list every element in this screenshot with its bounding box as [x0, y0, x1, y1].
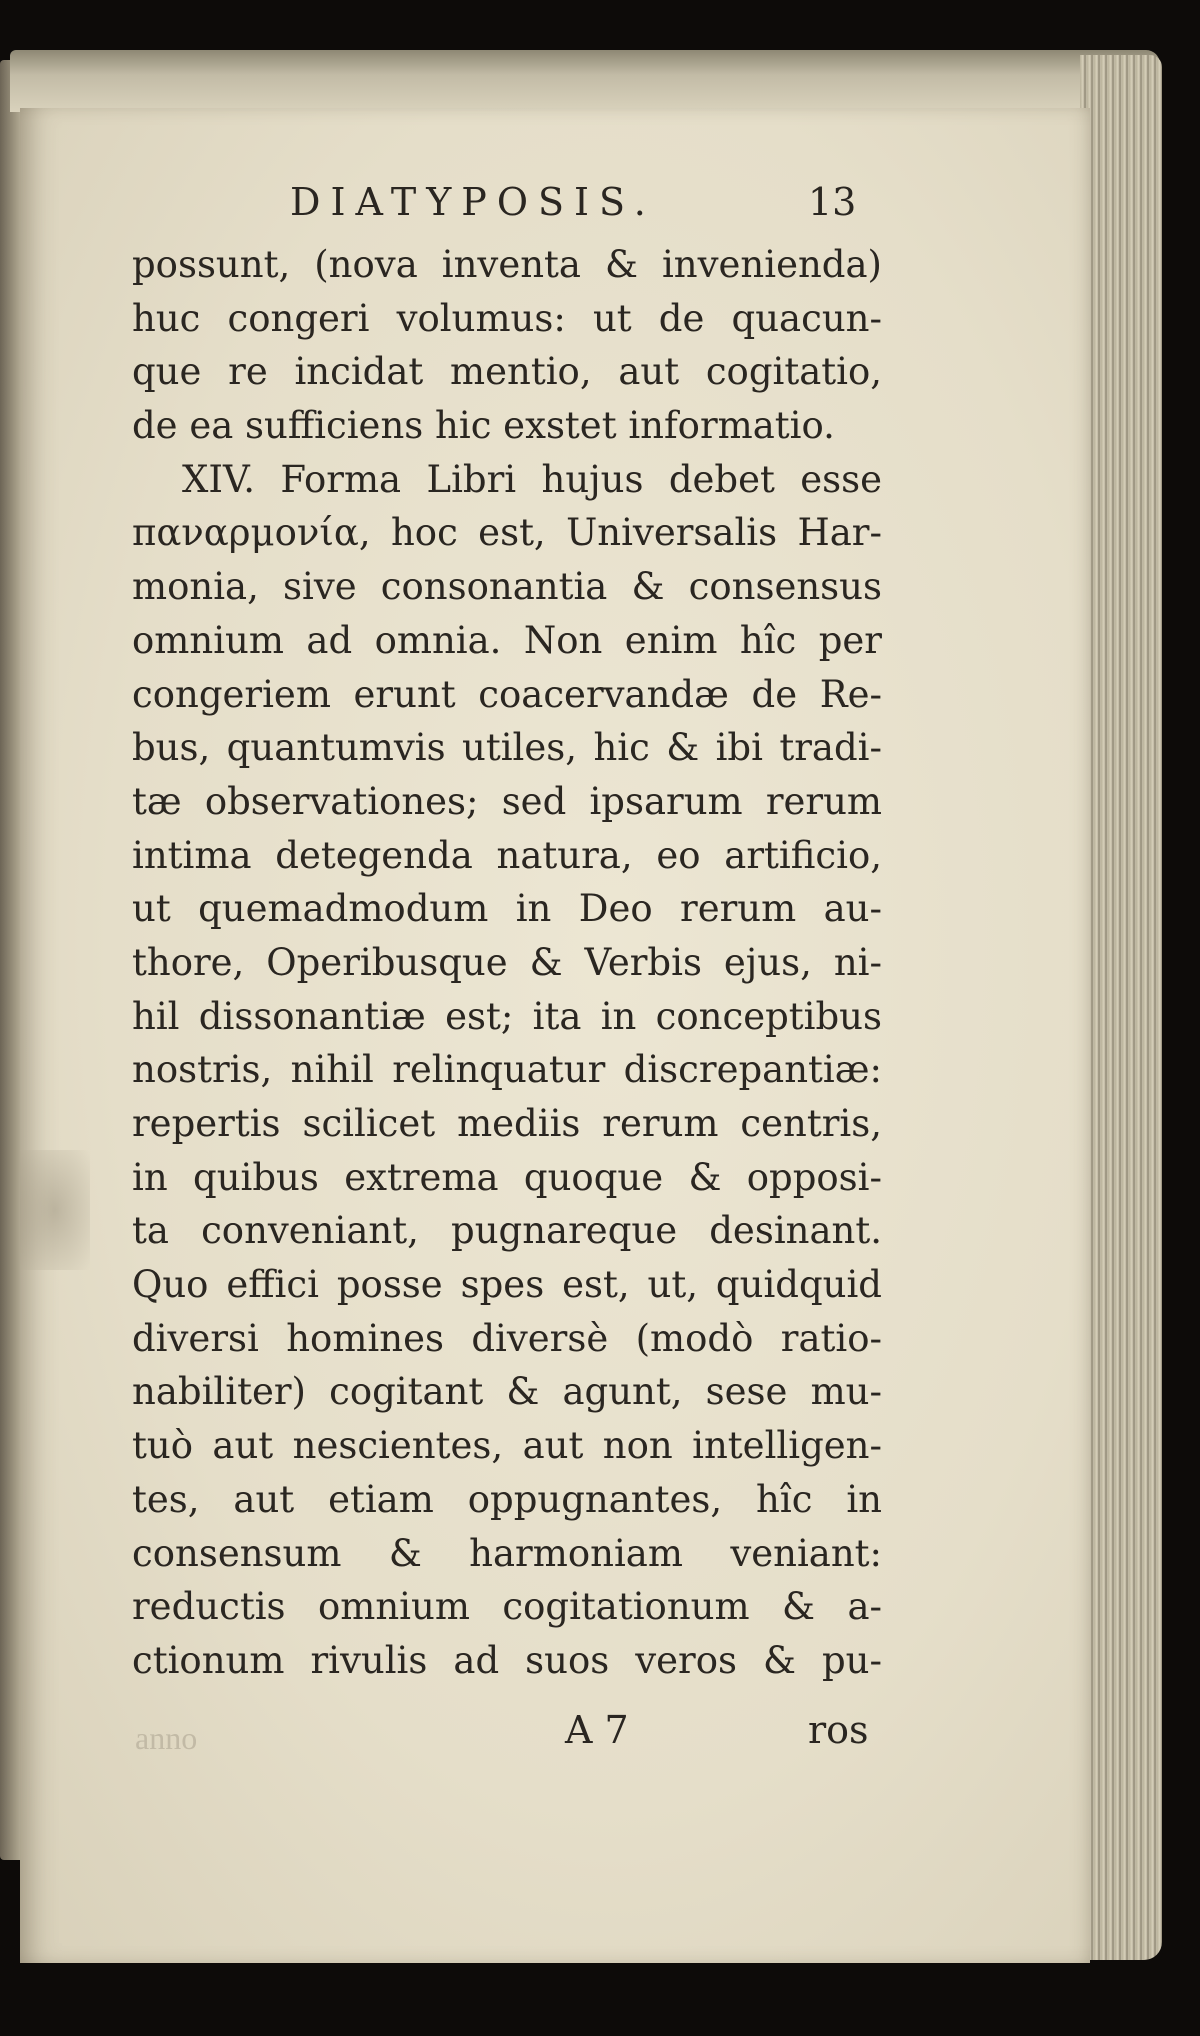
text-line: ta conveniant, pugnareque desinant. — [132, 1209, 882, 1253]
text-line: thore, Operibusque & Verbis ejus, ni- — [132, 940, 882, 984]
text-line: παναρμονία, hoc est, Universalis Har- — [132, 511, 882, 555]
page-stain — [20, 1150, 90, 1270]
text-line: consensum & harmoniam veniant: — [132, 1531, 882, 1575]
text-line: diversi homines diversè (modò ratio- — [132, 1316, 882, 1360]
text-line: hil dissonantiæ est; ita in conceptibus — [132, 994, 882, 1038]
text-line: reductis omnium cogitationum & a- — [132, 1585, 882, 1629]
text-line: nostris, nihil relinquatur discrepantiæ: — [132, 1048, 882, 1092]
text-line: que re incidat mentio, aut cogitatio, — [132, 350, 882, 394]
text-line: ctionum rivulis ad suos veros & pu- — [132, 1638, 882, 1682]
text-line: in quibus extrema quoque & opposi- — [132, 1155, 882, 1199]
text-line: nabiliter) cogitant & agunt, sese mu- — [132, 1370, 882, 1414]
text-line: tuò aut nescientes, aut non intelligen- — [132, 1424, 882, 1468]
text-line: Quo effici posse spes est, ut, quidquid — [132, 1263, 882, 1307]
running-head: DIATYPOSIS. — [290, 180, 656, 224]
text-line: bus, quantumvis utiles, hic & ibi tradi- — [132, 726, 882, 770]
text-line: monia, sive consonantia & consensus — [132, 565, 882, 609]
catchword: ros — [808, 1708, 869, 1752]
page-top-edge — [10, 50, 1160, 112]
text-line: congeriem erunt coacervandæ de Re- — [132, 672, 882, 716]
text-line: de ea sufficiens hic exstet informatio. — [132, 404, 835, 448]
text-line: huc congeri volumus: ut de quacun- — [132, 296, 882, 340]
text-line: intima detegenda natura, eo artificio, — [132, 833, 882, 877]
text-line: tæ observationes; sed ipsarum rerum — [132, 779, 882, 823]
body-text — [132, 238, 882, 1688]
faint-show-through-text: anno — [135, 1720, 198, 1756]
page-edges — [1080, 55, 1162, 1960]
text-line: XIV. Forma Libri hujus debet esse — [182, 457, 882, 501]
page-number: 13 — [808, 180, 857, 224]
text-line: repertis scilicet mediis rerum centris, — [132, 1102, 882, 1145]
text-line: ut quemadmodum in Deo rerum au- — [132, 887, 882, 931]
text-line: tes, aut etiam oppugnantes, hîc in — [132, 1477, 882, 1521]
text-line: omnium ad omnia. Non enim hîc per — [132, 618, 882, 662]
text-line: possunt, (nova inventa & invenienda) — [132, 243, 882, 286]
signature-mark: A 7 — [565, 1708, 629, 1752]
